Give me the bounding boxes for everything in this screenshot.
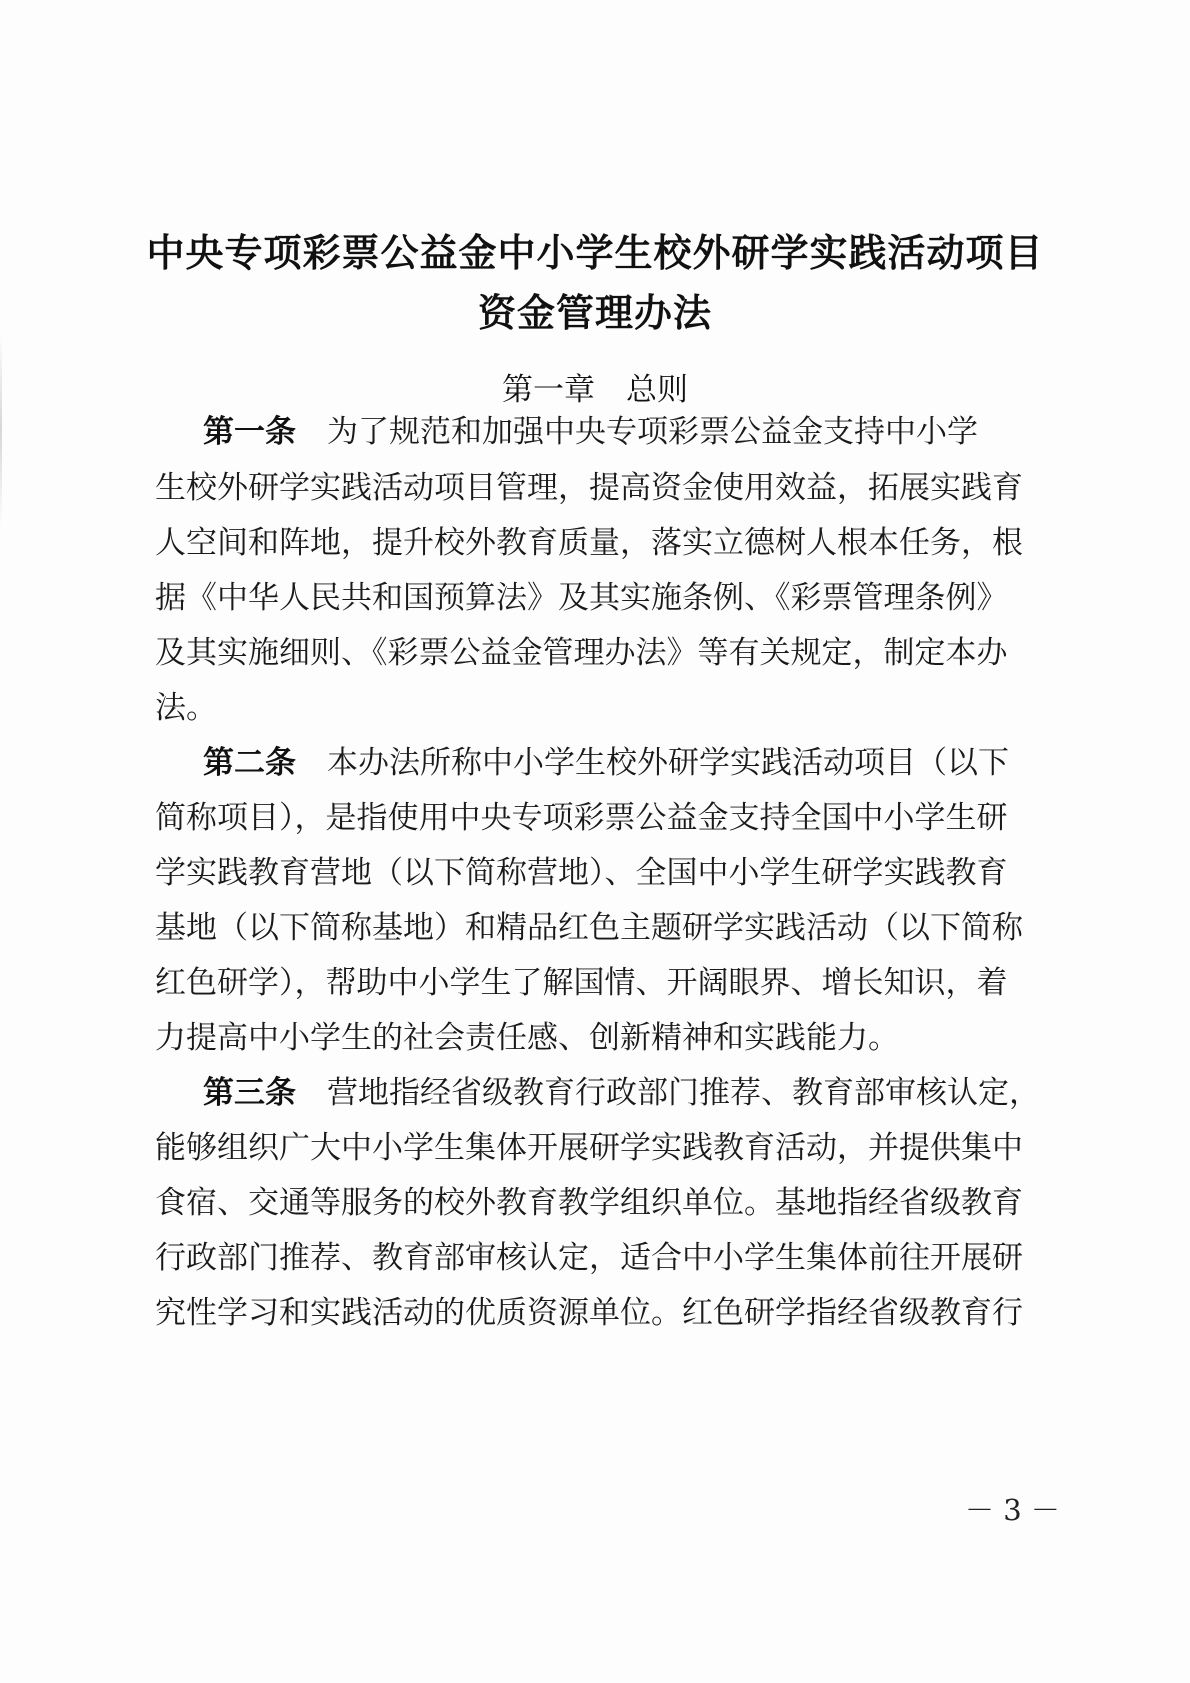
article-2-line-6: 力提高中小学生的社会责任感、创新精神和实践能力。 xyxy=(155,1020,899,1056)
chapter-heading: 第一章 总则 xyxy=(502,372,688,408)
article-2-line-1 xyxy=(203,743,1009,783)
document-title-line1: 中央专项彩票公益金中小学生校外研学实践活动项目 xyxy=(146,231,1044,275)
article-2-line-2: 简称项目），是指使用中央专项彩票公益金支持全国中小学生研 xyxy=(155,800,1008,836)
page-number: － 3 － xyxy=(965,1493,1060,1527)
article-1-line-1 xyxy=(203,412,978,452)
article-3-line-2: 能够组织广大中小学生集体开展研学实践教育活动，并提供集中 xyxy=(155,1130,1023,1166)
article-2-line-4: 基地（以下简称基地）和精品红色主题研学实践活动（以下简称 xyxy=(155,910,1023,946)
article-3-line-3: 食宿、交通等服务的校外教育教学组织单位。基地指经省级教育 xyxy=(155,1185,1023,1221)
article-1-line-2: 生校外研学实践活动项目管理，提高资金使用效益，拓展实践育 xyxy=(155,470,1023,506)
article-3-text: 营地指经省级教育行政部门推荐、教育部审核认定， xyxy=(327,1075,1040,1111)
article-2-line-3: 学实践教育营地（以下简称营地）、全国中小学生研学实践教育 xyxy=(155,855,1008,891)
article-1-text: 为了规范和加强中央专项彩票公益金支持中小学 xyxy=(327,414,978,450)
article-1-line-4: 据《中华人民共和国预算法》及其实施条例、《彩票管理条例》 xyxy=(155,580,1008,616)
article-3-line-5: 究性学习和实践活动的优质资源单位。红色研学指经省级教育行 xyxy=(155,1295,1023,1331)
article-1-label: 第一条 xyxy=(203,414,296,450)
article-2-line-5: 红色研学），帮助中小学生了解国情、开阔眼界、增长知识，着 xyxy=(155,965,1008,1001)
scan-edge-mark xyxy=(0,330,2,530)
article-2-text: 本办法所称中小学生校外研学实践活动项目（以下 xyxy=(327,745,1009,781)
article-3-line-1 xyxy=(203,1073,1040,1113)
article-2-label: 第二条 xyxy=(203,745,296,781)
article-1-line-6: 法。 xyxy=(155,690,217,726)
article-1-line-3: 人空间和阵地，提升校外教育质量，落实立德树人根本任务，根 xyxy=(155,525,1023,561)
document-title-line2: 资金管理办法 xyxy=(477,291,712,335)
article-1-line-5: 及其实施细则、《彩票公益金管理办法》等有关规定，制定本办 xyxy=(155,635,1008,671)
article-3-line-4: 行政部门推荐、教育部审核认定，适合中小学生集体前往开展研 xyxy=(155,1240,1023,1276)
article-3-label: 第三条 xyxy=(203,1075,296,1111)
